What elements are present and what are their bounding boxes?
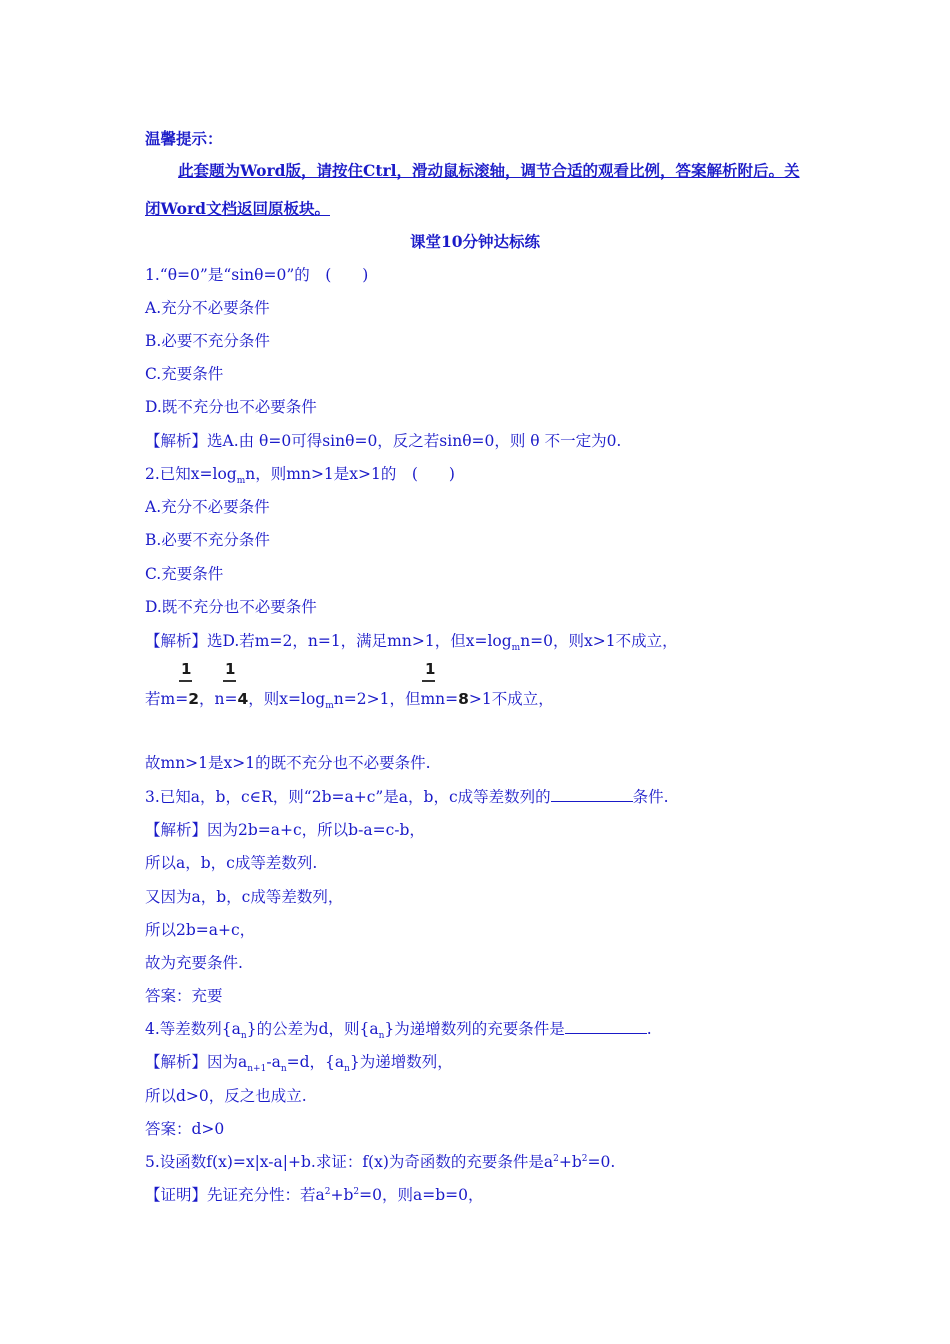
fraction-1-numerator: 1 (181, 660, 192, 678)
q2-analysis: 【解析】选D.若m=2，n=1，满足mn>1，但$x=\log_mn=0$，则x>1不成立， (145, 632, 678, 654)
q3-analysis-2: 所以a，b，c成等差数列. (145, 854, 318, 872)
q5-proof-1: 【证明】先证充分性：若$a^2+b^2=0$，则a=b=0， (145, 1186, 484, 1204)
q4-analysis-1: 【解析】因为$a_{n+1}-a_n=d$，$\{a_n\}$为递增数列， (145, 1053, 453, 1075)
tip-line-2[interactable]: 闭Word文档返回原板块。 (145, 199, 330, 218)
tip-title: 温馨提示： (145, 129, 223, 148)
tip-line-1[interactable]: 此套题为Word版，请按住Ctrl，滑动鼠标滚轴，调节合适的观看比例，答案解析附后。关 (178, 161, 800, 180)
page-heading: 课堂10分钟达标练 (409, 232, 541, 251)
fraction-1-bar (179, 680, 192, 682)
q3-answer: 答案：充要 (145, 987, 223, 1005)
fraction-3-denominator: 8 (458, 690, 469, 708)
fraction-3-numerator: 1 (425, 660, 436, 678)
fraction-1-denominator: 2 (188, 690, 199, 708)
q3-analysis-3: 又因为a，b，c成等差数列， (145, 888, 344, 906)
q4-stem: 4.等差数列$\{a_n\}$的公差为d，则$\{a_n\}$为递增数列的充要条件是 . (145, 1020, 652, 1042)
q1-option-a: A.充分不必要条件 (145, 299, 270, 317)
q2-option-b: B.必要不充分条件 (145, 531, 270, 549)
q3-stem: 3.已知a，b，c∈R，则“2b=a+c”是a，b，c成等差数列的 条件. (145, 788, 669, 806)
q3-analysis-5: 故为充要条件. (145, 954, 243, 972)
q4-answer: 答案：d>0 (145, 1120, 225, 1138)
q2-option-c: C.充要条件 (145, 565, 224, 583)
fraction-3-bar (422, 680, 435, 682)
q1-stem: 1.“θ=0”是“sinθ=0”的 ( ) (145, 266, 369, 284)
q2-analysis-line-2: 若m=2，n=4，则$x=\log_mn=2>1$，但mn=8>1不成立， (145, 690, 554, 712)
q2-option-a: A.充分不必要条件 (145, 498, 270, 516)
q2-conclusion: 故mn>1是x>1的既不充分也不必要条件. (145, 754, 431, 772)
q5-stem: 5.设函数f(x)=x|x-a|+b.求证：f(x)为奇函数的充要条件是$a^2+b^2=0$. (145, 1153, 616, 1171)
q2-stem: 2.已知$x=\log_mn$，则mn>1是x>1的 ( ) (145, 465, 455, 487)
q3-analysis-4: 所以2b=a+c， (145, 921, 256, 939)
q2-option-d: D.既不充分也不必要条件 (145, 598, 317, 616)
fraction-2-numerator: 1 (225, 660, 236, 678)
fraction-2-denominator: 4 (237, 690, 249, 708)
q1-option-c: C.充要条件 (145, 365, 224, 383)
q4-answer-blank (565, 1019, 647, 1034)
q4-analysis-2: 所以d>0，反之也成立. (145, 1087, 307, 1105)
q3-analysis-1: 【解析】因为2b=a+c，所以b-a=c-b， (145, 821, 425, 839)
q1-option-d: D.既不充分也不必要条件 (145, 398, 317, 416)
q1-option-b: B.必要不充分条件 (145, 332, 270, 350)
q3-answer-blank (551, 787, 633, 802)
q1-analysis: 【解析】选A.由 θ=0可得sinθ=0，反之若sinθ=0，则 θ 不一定为0. (145, 432, 622, 450)
fraction-2-bar (223, 680, 236, 682)
